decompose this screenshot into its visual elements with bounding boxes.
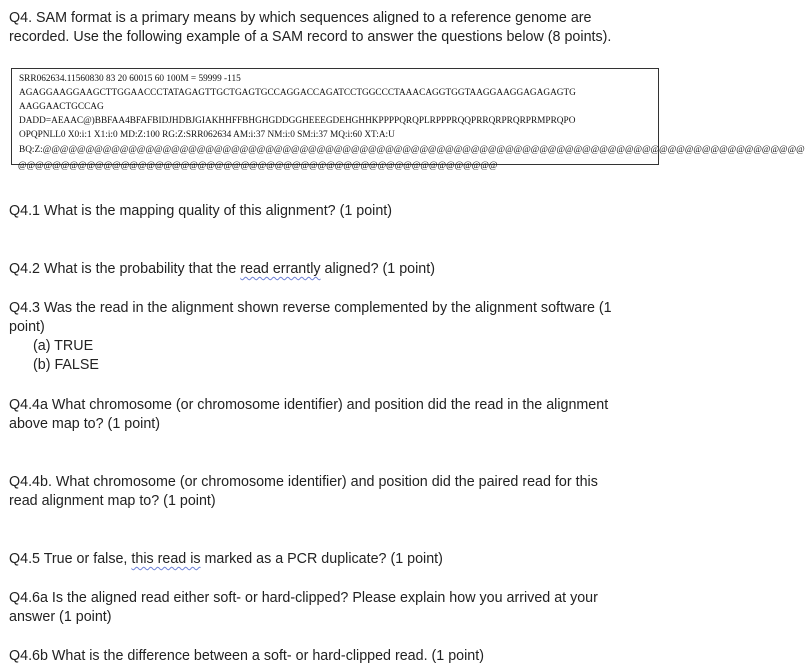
- question-4-2-flagged: read errantly: [240, 261, 321, 277]
- question-4-3-line-2: point): [9, 319, 45, 335]
- sam-header-fields: SRR062634.11560830 83 20 60015 60 100M = 59999 -115: [19, 74, 241, 84]
- sam-sequence-line-2: AAGGAACTGCCAG: [19, 102, 104, 112]
- question-4-1: Q4.1 What is the mapping quality of this alignment? (1 point): [9, 203, 393, 219]
- question-4-5-pre: Q4.5 True or false,: [9, 551, 132, 567]
- sam-sequence-line-1: AGAGGAAGGAAGCTTGGAACCCTATAGAGTTGCTGAGTGCCAGGACCAGATCCTGGCCCTAAACAGGTGGTAAGGAAGGAGAGAGTG: [19, 88, 576, 98]
- question-4-5-post: marked as a PCR duplicate? (1 point): [200, 551, 443, 567]
- sam-quality-line: DADD=AEAAC@)BBFAA4BFAFBIDJHDBJGIAKHHFFBHGHGDDGGHEEEGDEHGHHKPPPPQRQPLRPPPRQQPRRQRPRQRPRMPRQPO: [19, 116, 576, 126]
- question-4-4b-line-2: read alignment map to? (1 point): [9, 493, 216, 509]
- question-4-5: [9, 550, 443, 569]
- sam-bq-overflow: @@@@@@@@@@@@@@@@@@@@@@@@@@@@@@@@@@@@@@@@@@@@@@@@@@@@@@@@: [18, 161, 498, 171]
- option-a: (a) TRUE: [33, 338, 94, 354]
- option-b: (b) FALSE: [33, 357, 99, 373]
- question-4-4b-line-1: Q4.4b. What chromosome (or chromosome identifier) and position did the paired read for this: [9, 474, 598, 490]
- question-4-2-post: aligned? (1 point): [320, 261, 435, 277]
- question-4-4a-line-1: Q4.4a What chromosome (or chromosome identifier) and position did the read in the alignment: [9, 397, 609, 413]
- question-4-6a-line-2: answer (1 point): [9, 609, 112, 625]
- intro-line-1: Q4. SAM format is a primary means by which sequences aligned to a reference genome are: [9, 10, 592, 26]
- question-4-2: [9, 260, 435, 279]
- question-4-6b: Q4.6b What is the difference between a soft- or hard-clipped read. (1 point): [9, 648, 484, 664]
- question-4-4a-line-2: above map to? (1 point): [9, 416, 161, 432]
- question-4-2-pre: Q4.2 What is the probability that the: [9, 261, 241, 277]
- question-4-6a-line-1: Q4.6a Is the aligned read either soft- or hard-clipped? Please explain how you arrived at your: [9, 590, 598, 606]
- sam-tags-line: OPQPNLL0 X0:i:1 X1:i:0 MD:Z:100 RG:Z:SRR062634 AM:i:37 NM:i:0 SM:i:37 MQ:i:60 XT:A:U: [19, 130, 395, 140]
- sam-record-box: [11, 68, 805, 165]
- intro-line-2: recorded. Use the following example of a SAM record to answer the questions below (8 points).: [9, 29, 612, 45]
- question-4-3-line-1: Q4.3 Was the read in the alignment shown reverse complemented by the alignment software (1: [9, 300, 612, 316]
- question-4-5-flagged: this read is: [131, 551, 201, 567]
- sam-bq-line: BQ:Z:@@@@@@@@@@@@@@@@@@@@@@@@@@@@@@@@@@@@@@@@@@@@@@@@@@@@@@@@@@@@@@@@@@@@@@@@@@@@@@@@@@@@@@@@@: [19, 145, 805, 155]
